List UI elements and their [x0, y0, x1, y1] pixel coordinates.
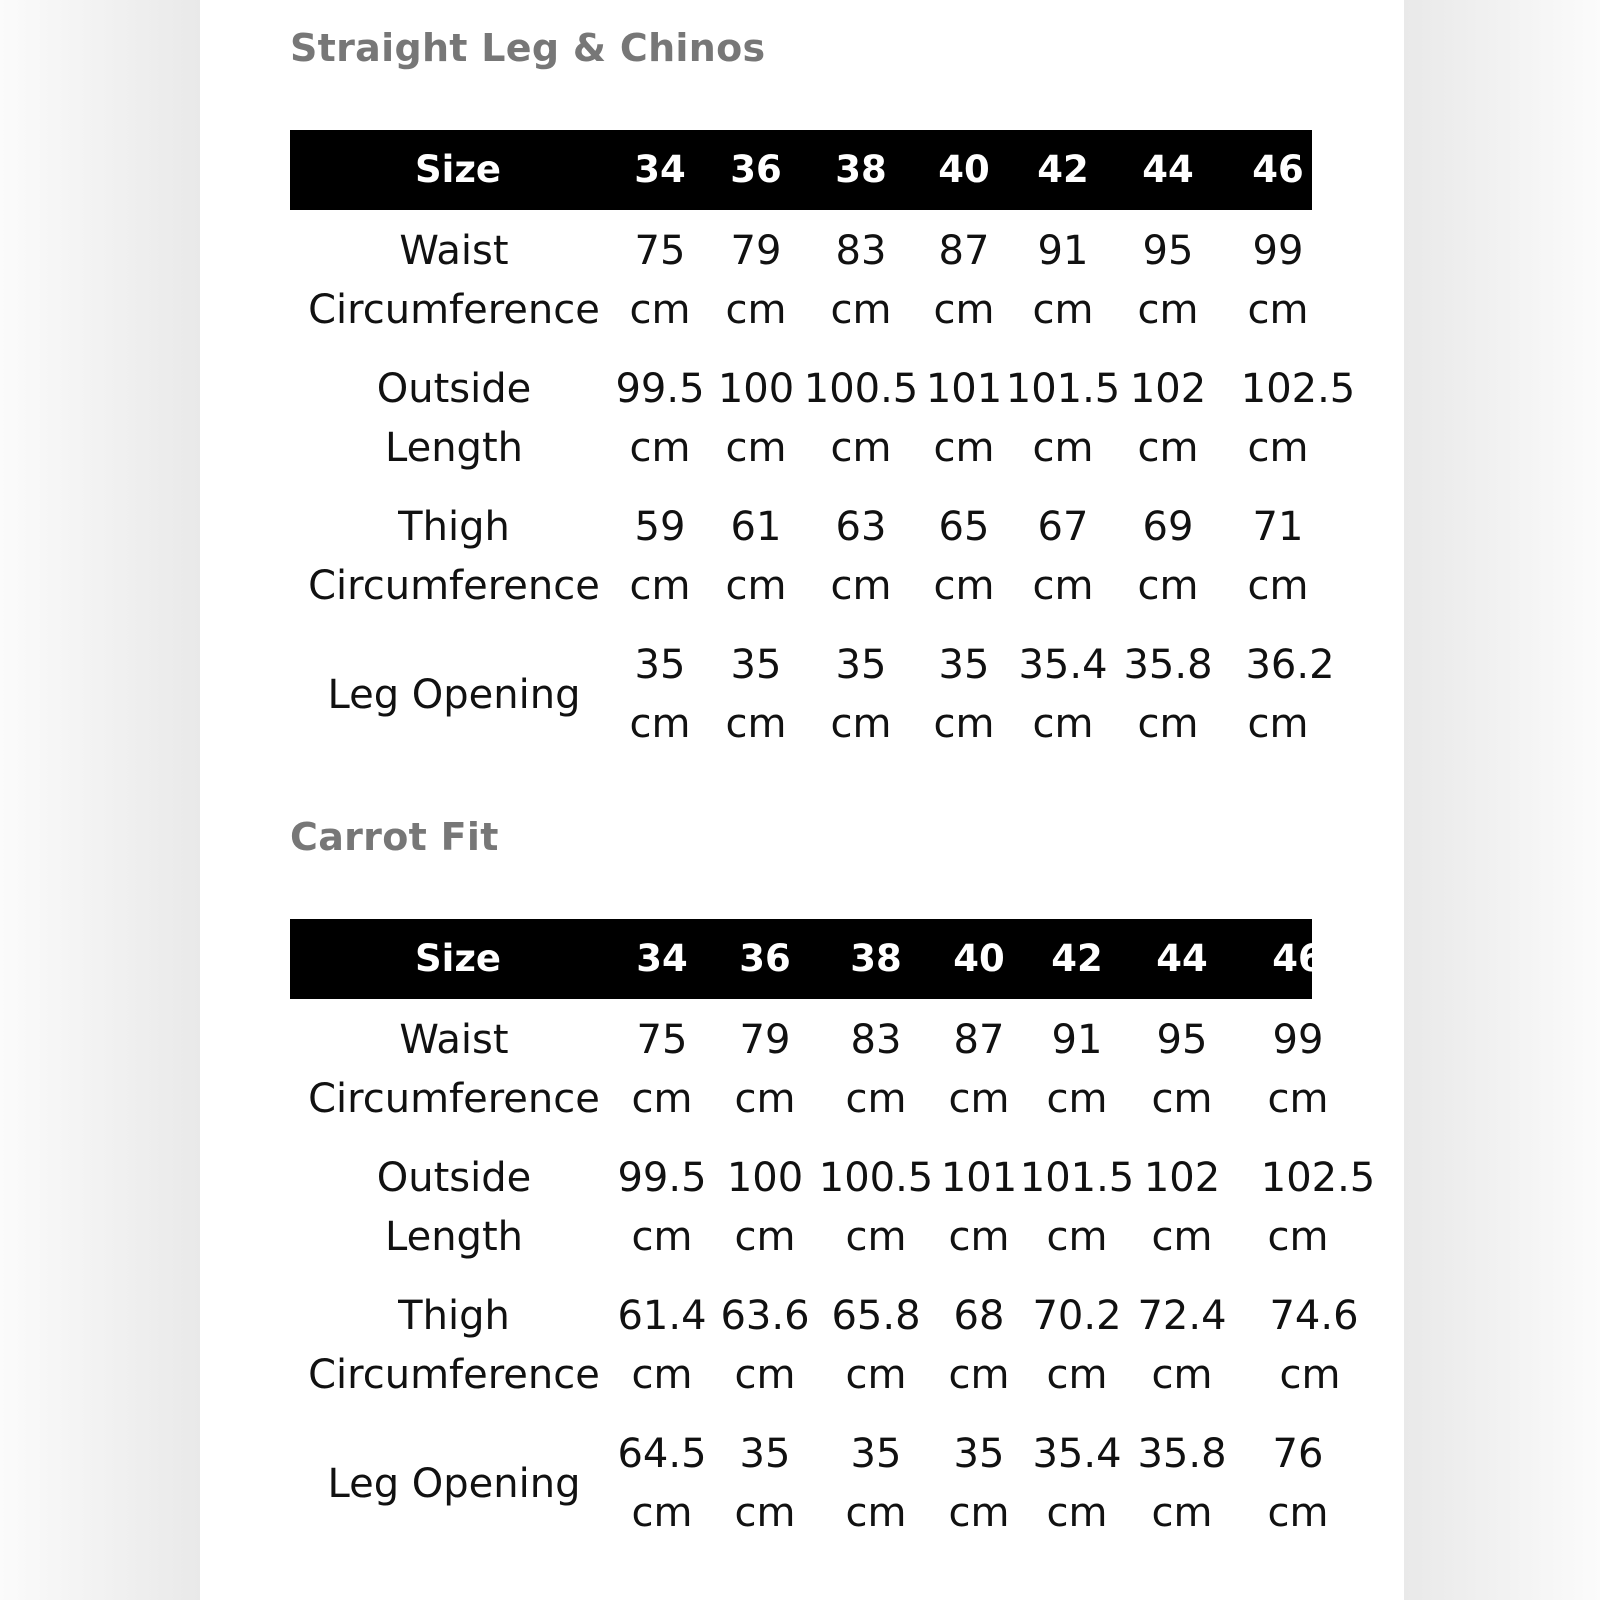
table-cell — [1248, 498, 1309, 616]
table-cell — [630, 498, 691, 616]
table-cell — [1138, 222, 1199, 340]
cell-unit: cm — [948, 1352, 1010, 1398]
cell-unit: cm — [734, 1352, 796, 1398]
table-cell — [632, 1011, 693, 1129]
cell-value: 35 — [938, 642, 990, 688]
row-label-line: Waist — [399, 1017, 509, 1063]
table-row-thigh — [290, 486, 1312, 624]
row-label-line: Thigh — [398, 504, 510, 550]
cell-value: 79 — [739, 1017, 791, 1063]
cell-unit: cm — [1137, 425, 1199, 471]
table-cell — [846, 1011, 907, 1129]
cell-unit: cm — [1151, 1490, 1213, 1536]
cell-value: 99 — [1272, 1017, 1324, 1063]
cell-value: 70.2 — [1032, 1293, 1122, 1339]
row-label-line: Outside — [376, 366, 532, 412]
cell-unit: cm — [1247, 563, 1309, 609]
cell-value: 35 — [730, 642, 782, 688]
table-cell — [1123, 636, 1212, 754]
cell-unit: cm — [1046, 1214, 1108, 1260]
cell-unit: cm — [948, 1214, 1010, 1260]
right-margin-shade — [1404, 0, 1600, 1600]
table-row-waist — [290, 999, 1329, 1137]
table-cell — [934, 222, 995, 340]
cell-value: 75 — [636, 1017, 688, 1063]
header-cell-34: 34 — [634, 148, 686, 191]
table-cell — [1245, 636, 1334, 754]
cell-unit: cm — [725, 425, 787, 471]
cell-unit: cm — [1032, 287, 1094, 333]
cell-unit: cm — [725, 287, 787, 333]
cell-unit: cm — [1279, 1352, 1341, 1398]
cell-unit: cm — [629, 425, 691, 471]
cell-unit: cm — [933, 563, 995, 609]
cell-value: 35 — [835, 642, 887, 688]
row-label-line: Circumference — [308, 563, 600, 609]
cell-value: 36.2 — [1245, 642, 1335, 688]
table-cell — [804, 360, 919, 478]
cell-value: 63 — [835, 504, 887, 550]
table-cell — [617, 1425, 706, 1543]
cell-unit: cm — [629, 701, 691, 747]
cell-unit: cm — [933, 287, 995, 333]
cell-value: 63.6 — [720, 1293, 810, 1339]
cell-unit: cm — [1046, 1076, 1108, 1122]
table-cell — [831, 498, 892, 616]
table-header-row — [290, 919, 1324, 999]
table-cell — [1137, 1425, 1226, 1543]
header-cell-38: 38 — [835, 148, 887, 191]
cell-unit: cm — [830, 563, 892, 609]
table-cell — [1033, 222, 1094, 340]
table-cell — [949, 1011, 1010, 1129]
table-cell — [735, 1011, 796, 1129]
table-cell — [1032, 1425, 1121, 1543]
cell-value: 102 — [1129, 366, 1207, 412]
cell-unit: cm — [845, 1214, 907, 1260]
header-cell-46: 46 — [1252, 148, 1304, 191]
table-cell — [831, 636, 892, 754]
cell-unit: cm — [830, 287, 892, 333]
header-cell-42: 42 — [1051, 937, 1103, 980]
cell-value: 101 — [925, 366, 1003, 412]
table-cell — [718, 360, 794, 478]
size-chart-page — [200, 0, 1404, 1600]
cell-unit: cm — [725, 563, 787, 609]
cell-unit: cm — [1032, 563, 1094, 609]
header-cell-size: Size — [415, 148, 501, 191]
table-cell — [949, 1425, 1010, 1543]
table-cell — [615, 360, 704, 478]
row-label — [294, 360, 614, 478]
row-label — [294, 498, 614, 616]
cell-value: 76 — [1272, 1431, 1324, 1477]
cell-unit: cm — [1137, 563, 1199, 609]
cell-unit: cm — [1151, 1214, 1213, 1260]
table-cell — [1006, 360, 1121, 478]
table-row-outside-length — [290, 348, 1356, 486]
header-cell-38: 38 — [850, 937, 902, 980]
table-cell — [1020, 1149, 1135, 1267]
cell-unit: cm — [830, 425, 892, 471]
table-cell — [1248, 222, 1309, 340]
cell-unit: cm — [1267, 1076, 1329, 1122]
table-row-leg-opening — [290, 1413, 1329, 1551]
cell-unit: cm — [1267, 1214, 1329, 1260]
table-cell — [630, 222, 691, 340]
cell-unit: cm — [631, 1076, 693, 1122]
table-cell — [934, 498, 995, 616]
table-row-outside-length — [290, 1137, 1376, 1275]
cell-unit: cm — [1032, 701, 1094, 747]
cell-unit: cm — [1032, 425, 1094, 471]
cell-value: 83 — [835, 228, 887, 274]
table-cell — [727, 1149, 803, 1267]
cell-unit: cm — [1046, 1352, 1108, 1398]
row-label-line: Thigh — [398, 1293, 510, 1339]
cell-unit: cm — [631, 1490, 693, 1536]
table-cell — [1033, 498, 1094, 616]
cell-value: 99.5 — [615, 366, 705, 412]
cell-value: 100.5 — [818, 1155, 934, 1201]
cell-value: 35.4 — [1032, 1431, 1122, 1477]
cell-unit: cm — [948, 1076, 1010, 1122]
table-cell — [846, 1425, 907, 1543]
table-row-thigh — [290, 1275, 1359, 1413]
cell-value: 35 — [850, 1431, 902, 1477]
cell-value: 101 — [940, 1155, 1018, 1201]
cell-value: 64.5 — [617, 1431, 707, 1477]
cell-unit: cm — [1247, 701, 1309, 747]
cell-value: 69 — [1142, 504, 1194, 550]
table-cell — [926, 360, 1002, 478]
cell-unit: cm — [1267, 1490, 1329, 1536]
cell-value: 65 — [938, 504, 990, 550]
size-table — [290, 919, 1376, 1551]
cell-value: 83 — [850, 1017, 902, 1063]
cell-unit: cm — [1151, 1352, 1213, 1398]
cell-unit: cm — [1247, 425, 1309, 471]
header-cell-40: 40 — [953, 937, 1005, 980]
cell-value: 91 — [1037, 228, 1089, 274]
table-cell — [1138, 498, 1199, 616]
row-label-line: Length — [385, 1214, 523, 1260]
cell-value: 87 — [953, 1017, 1005, 1063]
table-cell — [1261, 1149, 1376, 1267]
table-cell — [726, 222, 787, 340]
cell-value: 72.4 — [1137, 1293, 1227, 1339]
table-cell — [1032, 1287, 1121, 1405]
table-cell — [617, 1149, 706, 1267]
cell-value: 100 — [717, 366, 795, 412]
table-cell — [934, 636, 995, 754]
table-cell — [1268, 1011, 1329, 1129]
row-label-line: Outside — [376, 1155, 532, 1201]
section-title: Carrot Fit — [290, 815, 499, 859]
cell-unit: cm — [1247, 287, 1309, 333]
cell-unit: cm — [1137, 701, 1199, 747]
table-cell — [1144, 1149, 1220, 1267]
cell-value: 68 — [953, 1293, 1005, 1339]
header-cell-44: 44 — [1156, 937, 1208, 980]
cell-value: 99 — [1252, 228, 1304, 274]
table-cell — [630, 636, 691, 754]
header-cell-44: 44 — [1142, 148, 1194, 191]
cell-unit: cm — [845, 1352, 907, 1398]
cell-value: 59 — [634, 504, 686, 550]
header-cell-42: 42 — [1037, 148, 1089, 191]
cell-unit: cm — [629, 287, 691, 333]
cell-unit: cm — [845, 1490, 907, 1536]
table-cell — [726, 498, 787, 616]
cell-value: 101.5 — [1005, 366, 1121, 412]
header-cell-36: 36 — [730, 148, 782, 191]
row-label-line: Circumference — [308, 1352, 600, 1398]
cell-value: 61.4 — [617, 1293, 707, 1339]
row-label-line: Circumference — [308, 287, 600, 333]
cell-unit: cm — [933, 425, 995, 471]
header-cell-34: 34 — [636, 937, 688, 980]
cell-value: 35 — [634, 642, 686, 688]
cell-value: 35 — [953, 1431, 1005, 1477]
cell-unit: cm — [631, 1214, 693, 1260]
left-margin-shade — [0, 0, 200, 1600]
cell-value: 102 — [1143, 1155, 1221, 1201]
table-cell — [1268, 1425, 1329, 1543]
table-cell — [831, 222, 892, 340]
table-cell — [617, 1287, 706, 1405]
row-label — [294, 1149, 614, 1267]
table-row-leg-opening — [290, 624, 1335, 762]
cell-value: 35 — [739, 1431, 791, 1477]
cell-value: 35.8 — [1123, 642, 1213, 688]
table-cell — [1130, 360, 1206, 478]
cell-unit: cm — [933, 701, 995, 747]
header-cell-36: 36 — [739, 937, 791, 980]
table-cell — [1047, 1011, 1108, 1129]
section-title: Straight Leg & Chinos — [290, 26, 766, 70]
row-label: Leg Opening — [327, 1461, 581, 1507]
cell-value: 102.5 — [1240, 366, 1356, 412]
table-cell — [1137, 1287, 1226, 1405]
cell-unit: cm — [631, 1352, 693, 1398]
cell-unit: cm — [948, 1490, 1010, 1536]
cell-unit: cm — [1151, 1076, 1213, 1122]
cell-value: 100 — [726, 1155, 804, 1201]
cell-value: 79 — [730, 228, 782, 274]
cell-unit: cm — [1137, 287, 1199, 333]
table-cell — [1152, 1011, 1213, 1129]
cell-value: 95 — [1156, 1017, 1208, 1063]
cell-value: 75 — [634, 228, 686, 274]
table-cell — [735, 1425, 796, 1543]
row-label-line: Circumference — [308, 1076, 600, 1122]
cell-unit: cm — [629, 563, 691, 609]
table-cell — [726, 636, 787, 754]
cell-value: 100.5 — [803, 366, 919, 412]
cell-unit: cm — [845, 1076, 907, 1122]
cell-value: 61 — [730, 504, 782, 550]
table-cell — [720, 1287, 809, 1405]
cell-unit: cm — [1046, 1490, 1108, 1536]
cell-value: 35.8 — [1137, 1431, 1227, 1477]
row-label: Leg Opening — [327, 672, 581, 718]
row-label — [294, 222, 614, 340]
header-cell-46: 46 — [1272, 937, 1324, 980]
cell-unit: cm — [725, 701, 787, 747]
table-cell — [1241, 360, 1356, 478]
table-cell — [831, 1287, 920, 1405]
cell-unit: cm — [734, 1490, 796, 1536]
cell-value: 102.5 — [1260, 1155, 1376, 1201]
header-cell-size: Size — [415, 937, 501, 980]
cell-value: 101.5 — [1019, 1155, 1135, 1201]
table-header-row — [290, 130, 1312, 210]
cell-value: 91 — [1051, 1017, 1103, 1063]
table-cell — [941, 1149, 1017, 1267]
header-cell-40: 40 — [938, 148, 990, 191]
row-label-line: Waist — [399, 228, 509, 274]
cell-unit: cm — [830, 701, 892, 747]
row-label — [294, 1011, 614, 1129]
row-label-line: Length — [385, 425, 523, 471]
row-label — [294, 1287, 614, 1405]
cell-unit: cm — [734, 1214, 796, 1260]
table-cell — [1269, 1287, 1358, 1405]
cell-value: 87 — [938, 228, 990, 274]
table-row-waist — [290, 210, 1312, 348]
cell-value: 71 — [1252, 504, 1304, 550]
table-cell — [949, 1287, 1010, 1405]
cell-value: 99.5 — [617, 1155, 707, 1201]
cell-value: 35.4 — [1018, 642, 1108, 688]
cell-value: 67 — [1037, 504, 1089, 550]
table-cell — [819, 1149, 934, 1267]
cell-unit: cm — [734, 1076, 796, 1122]
cell-value: 65.8 — [831, 1293, 921, 1339]
cell-value: 95 — [1142, 228, 1194, 274]
table-cell — [1018, 636, 1107, 754]
cell-value: 74.6 — [1269, 1293, 1359, 1339]
size-table — [290, 130, 1356, 762]
